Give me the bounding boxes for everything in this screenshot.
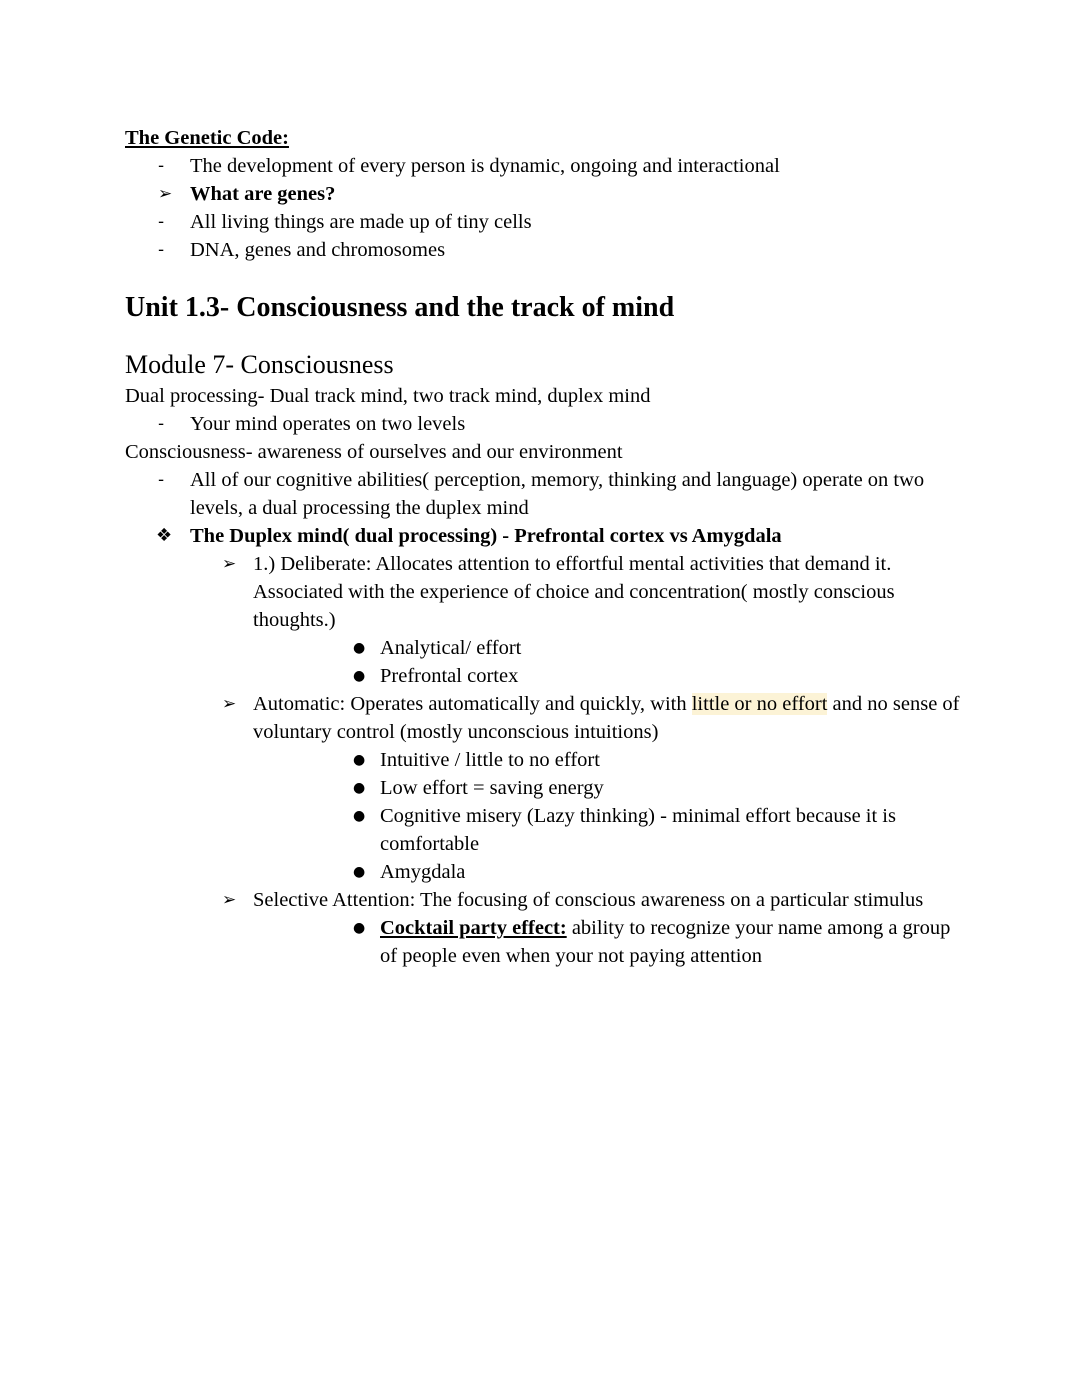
selective-attention-item — [125, 886, 965, 914]
list-item — [125, 634, 965, 662]
diamond-bullet-icon: ❖ — [156, 525, 173, 546]
spacer — [125, 326, 965, 348]
document-content — [125, 124, 965, 970]
cocktail-party-effect-term: Cocktail party effect: — [380, 917, 567, 939]
list-item-label: Amygdala — [380, 861, 466, 883]
arrow-bullet-icon: ➢ — [222, 554, 237, 574]
list-item — [125, 466, 965, 522]
list-item — [125, 208, 965, 236]
dot-bullet-icon: ● — [353, 752, 366, 768]
list-item — [125, 746, 965, 774]
list-item — [125, 774, 965, 802]
list-item — [125, 858, 965, 886]
cocktail-party-effect-label — [380, 914, 965, 970]
dash-bullet-icon: - — [158, 470, 165, 490]
consciousness-line: Consciousness- awareness of ourselves and our environment — [125, 441, 623, 463]
list-item-label: Your mind operates on two levels — [190, 413, 466, 435]
list-item-label: Intuitive / little to no effort — [380, 749, 600, 771]
list-item — [125, 180, 965, 208]
automatic-text-after: and no sense of voluntary control (mostly unconscious intuitions) — [253, 693, 960, 743]
list-item — [125, 236, 965, 264]
highlighted-text: little or no effort — [691, 693, 828, 715]
arrow-bullet-icon: ➢ — [158, 184, 173, 204]
dash-bullet-icon: - — [158, 414, 165, 434]
dot-bullet-icon: ● — [353, 808, 366, 824]
duplex-mind-label: The Duplex mind( dual processing) - Prefrontal cortex vs Amygdala — [190, 525, 782, 547]
arrow-bullet-icon: ➢ — [222, 694, 237, 714]
list-item-label: Low effort = saving energy — [380, 777, 604, 799]
list-item-label: DNA, genes and chromosomes — [190, 239, 446, 261]
dot-bullet-icon: ● — [353, 668, 366, 684]
list-item-label: Prefrontal cortex — [380, 665, 519, 687]
duplex-mind-item — [125, 522, 965, 550]
cocktail-party-effect-definition: ability to recognize your name among a group of people even when your not paying attention — [380, 917, 951, 967]
list-item — [125, 662, 965, 690]
deliberate-label: 1.) Deliberate: Allocates attention to effortful mental activities that demand it. Associated with the experience of choice and concentration( mostly conscious thoughts.) — [253, 553, 895, 631]
dual-processing-line: Dual processing- Dual track mind, two track mind, duplex mind — [125, 385, 651, 407]
dot-bullet-icon: ● — [353, 864, 366, 880]
dot-bullet-icon: ● — [353, 920, 366, 936]
list-item-label: Cognitive misery (Lazy thinking) - minimal effort because it is comfortable — [380, 805, 896, 855]
list-item-label: What are genes? — [190, 183, 336, 205]
list-item-label: All of our cognitive abilities( perception, memory, thinking and language) operate on two levels, a dual processing the duplex mind — [190, 469, 925, 519]
spacer — [125, 264, 965, 290]
dash-bullet-icon: - — [158, 212, 165, 232]
list-item-label: All living things are made up of tiny cells — [190, 211, 532, 233]
selective-attention-label: Selective Attention: The focusing of conscious awareness on a particular stimulus — [253, 889, 924, 911]
arrow-bullet-icon: ➢ — [222, 890, 237, 910]
genetic-code-heading: The Genetic Code: — [125, 127, 289, 149]
list-item — [125, 152, 965, 180]
dot-bullet-icon: ● — [353, 780, 366, 796]
list-item — [125, 410, 965, 438]
unit-heading: Unit 1.3- Consciousness and the track of mind — [125, 292, 675, 323]
dash-bullet-icon: - — [158, 240, 165, 260]
dash-bullet-icon: - — [158, 156, 165, 176]
module-heading: Module 7- Consciousness — [125, 350, 394, 379]
cocktail-party-effect-item — [125, 914, 965, 970]
list-item-label: Analytical/ effort — [380, 637, 522, 659]
automatic-item — [125, 690, 965, 746]
list-item-label: The development of every person is dynamic, ongoing and interactional — [190, 155, 780, 177]
deliberate-item — [125, 550, 965, 634]
list-item — [125, 802, 965, 858]
dot-bullet-icon: ● — [353, 640, 366, 656]
automatic-label — [253, 690, 965, 746]
automatic-text-before: Automatic: Operates automatically and quickly, with — [253, 693, 692, 715]
